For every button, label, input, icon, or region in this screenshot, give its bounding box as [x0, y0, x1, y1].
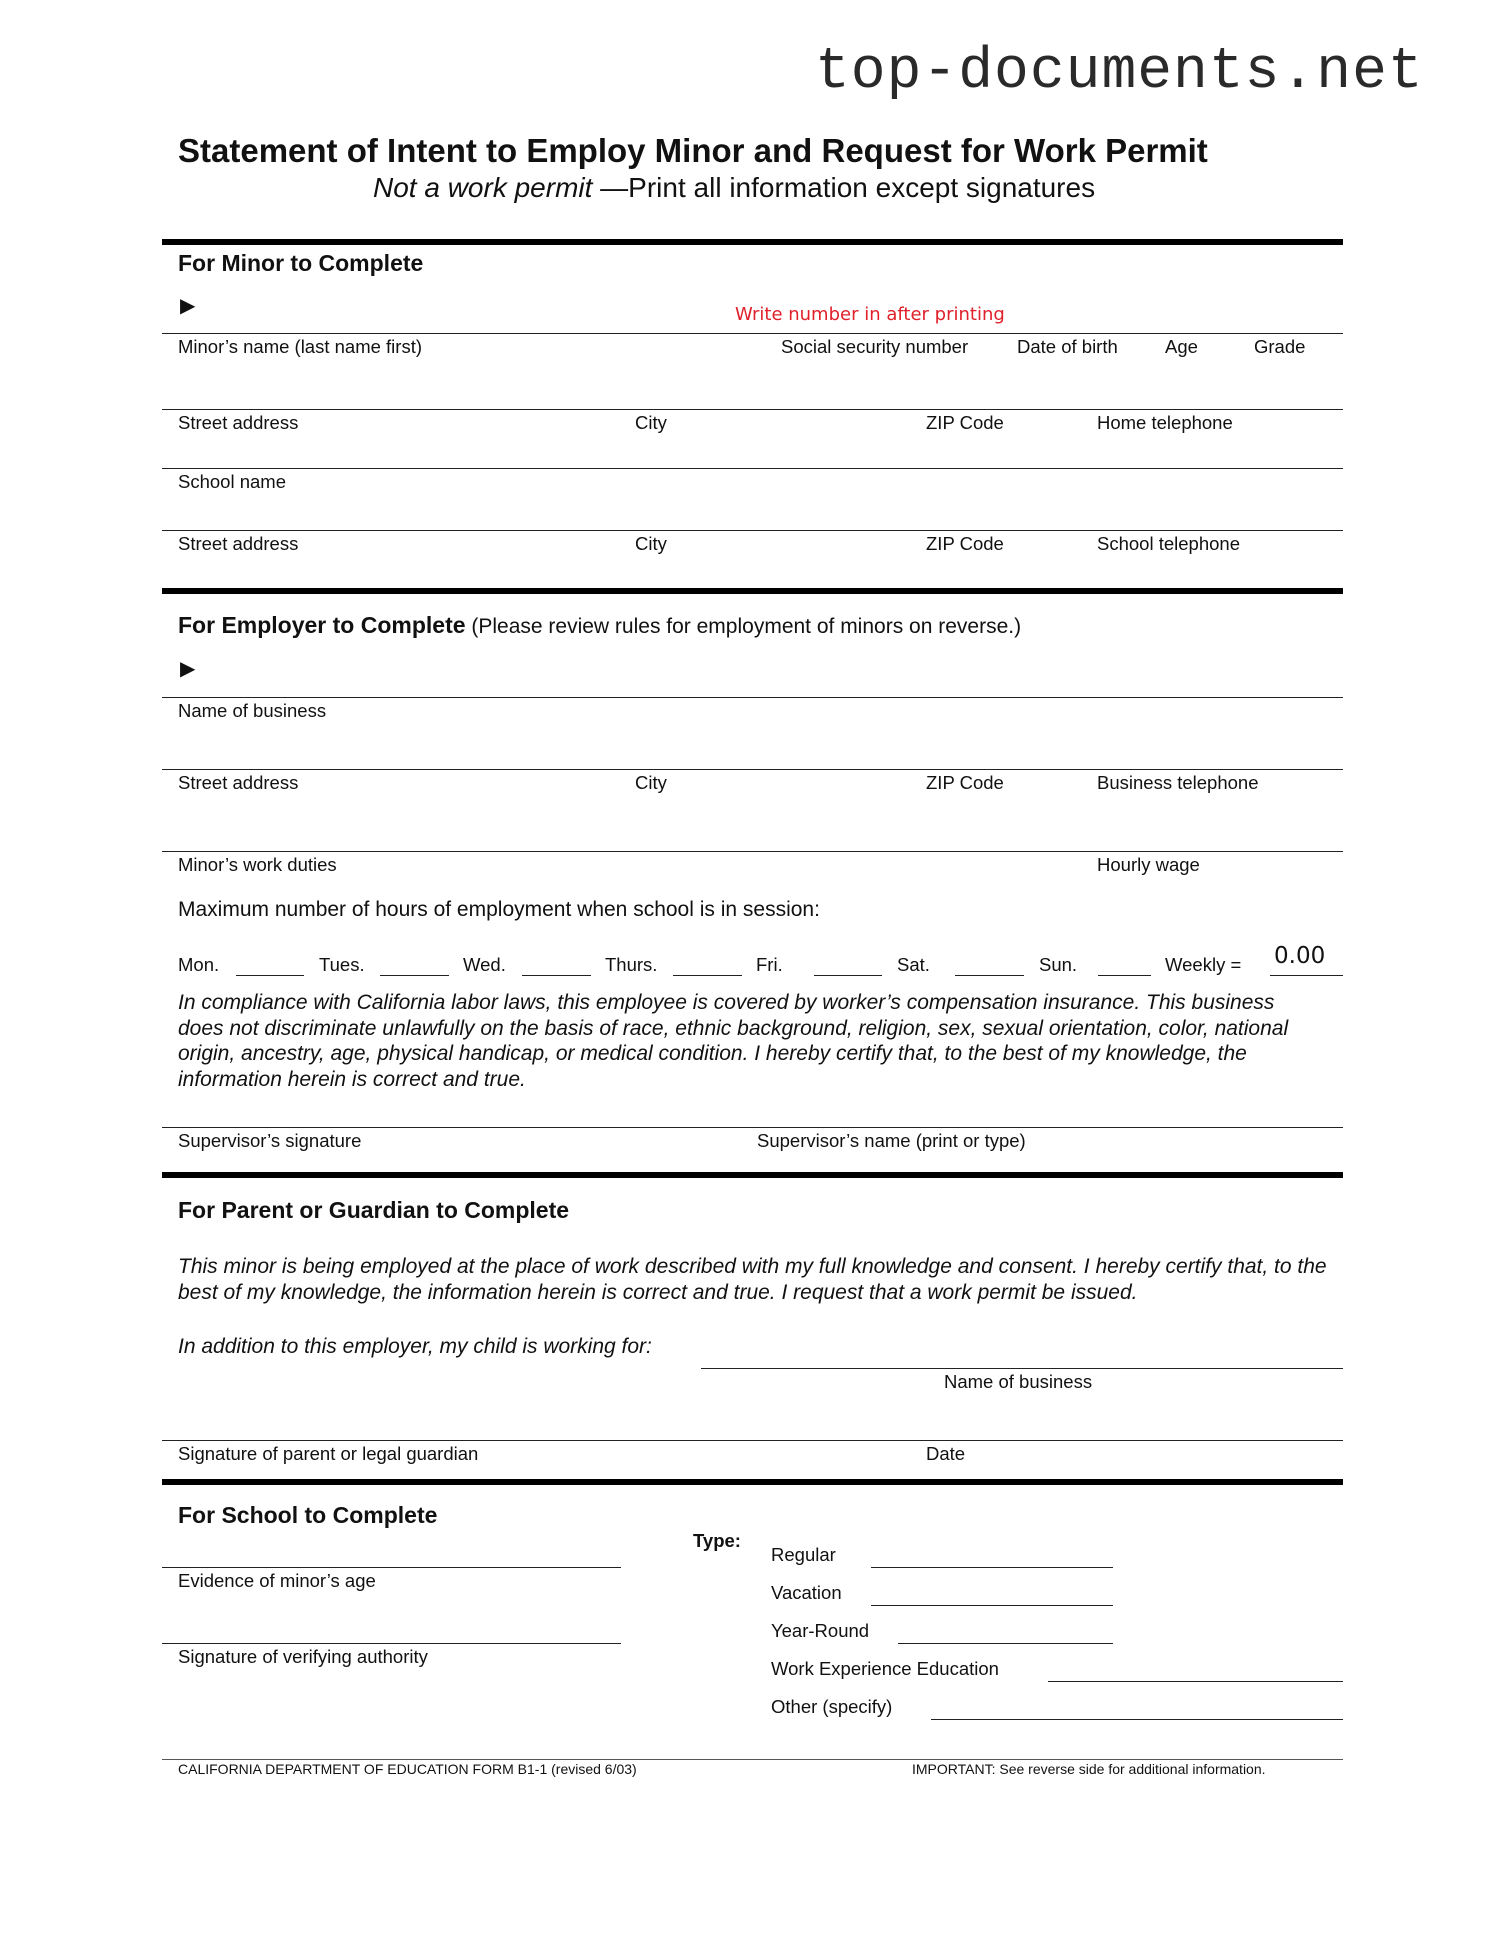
business-address-line[interactable]: [162, 769, 1343, 770]
footer-rule: [162, 1759, 1343, 1760]
mon-label: Mon.: [178, 954, 220, 975]
supervisor-signature-label: Supervisor’s signature: [178, 1130, 362, 1151]
additional-employer-text: In addition to this employer, my child is working for:: [178, 1335, 652, 1358]
ssn-note: Write number in after printing: [735, 304, 1005, 325]
school-name-label: School name: [178, 471, 286, 492]
type-year-round-label: Year-Round: [771, 1620, 870, 1641]
business-street-label: Street address: [178, 772, 299, 793]
form-subtitle: [373, 172, 1095, 204]
subtitle-italic: Not a work permit: [373, 172, 593, 203]
type-other-label: Other (specify): [771, 1696, 893, 1717]
school-street-label: Street address: [178, 533, 299, 554]
dob-label: Date of birth: [1017, 336, 1118, 357]
type-other-field[interactable]: [931, 1719, 1343, 1720]
wed-label: Wed.: [463, 954, 506, 975]
sun-hours-field[interactable]: [1098, 975, 1151, 976]
school-section-heading: For School to Complete: [178, 1502, 438, 1528]
additional-business-line[interactable]: [701, 1368, 1343, 1369]
supervisor-name-label: Supervisor’s name (print or type): [757, 1130, 1026, 1151]
minor-street-label: Street address: [178, 412, 299, 433]
type-regular-field[interactable]: [871, 1567, 1113, 1568]
type-regular-label: Regular: [771, 1544, 836, 1565]
ssn-label: Social security number: [781, 336, 969, 357]
subtitle-rest: —Print all information except signatures: [592, 172, 1096, 203]
work-duties-line[interactable]: [162, 851, 1343, 852]
weekly-total-field: [1270, 975, 1343, 976]
parent-consent-statement: This minor is being employed at the place of work described with my full knowledge and consent. I hereby certify that, to the best of my knowledge, the information herein is correct and true. I request that a work permit be issued.: [178, 1255, 1327, 1304]
sat-hours-field[interactable]: [955, 975, 1024, 976]
mon-hours-field[interactable]: [236, 975, 304, 976]
minor-city-label: City: [635, 412, 667, 433]
section-divider: [162, 588, 1343, 594]
hourly-wage-label: Hourly wage: [1097, 854, 1200, 875]
employer-section-heading: [178, 612, 1021, 639]
grade-label: Grade: [1254, 336, 1306, 357]
arrow-icon: ▶: [180, 295, 196, 317]
type-wee-label: Work Experience Education: [771, 1658, 999, 1679]
school-name-line[interactable]: [162, 468, 1343, 469]
business-name-label: Name of business: [178, 700, 327, 721]
minor-zip-label: ZIP Code: [926, 412, 1004, 433]
minor-section-heading: For Minor to Complete: [178, 250, 424, 276]
type-wee-field[interactable]: [1048, 1681, 1343, 1682]
business-zip-label: ZIP Code: [926, 772, 1004, 793]
type-label: Type:: [693, 1530, 741, 1551]
type-year-round-field[interactable]: [898, 1643, 1113, 1644]
footer-important-note: IMPORTANT: See reverse side for additional information.: [912, 1761, 1266, 1777]
parent-date-label: Date: [926, 1443, 966, 1464]
section-divider: [162, 239, 1343, 245]
footer-form-id: CALIFORNIA DEPARTMENT OF EDUCATION FORM B1-1 (revised 6/03): [178, 1761, 637, 1777]
minor-name-line[interactable]: [162, 333, 1343, 334]
type-vacation-label: Vacation: [771, 1582, 842, 1603]
fri-hours-field[interactable]: [814, 975, 882, 976]
parent-signature-line[interactable]: [162, 1440, 1343, 1441]
age-evidence-line[interactable]: [162, 1567, 621, 1568]
thu-hours-field[interactable]: [673, 975, 742, 976]
business-name-line[interactable]: [162, 697, 1343, 698]
type-vacation-field[interactable]: [871, 1605, 1113, 1606]
employer-heading-note: (Please review rules for employment of minors on reverse.): [465, 615, 1022, 638]
watermark-text: top-documents.net: [815, 40, 1424, 105]
compliance-statement: In compliance with California labor laws, this employee is covered by worker’s compensation insurance. This business does not discriminate unlawfully on the basis of race, ethnic background, religion, sex, sexual orientation, color, national origin, ancestry, age, physical handicap, or medical condition. I hereby certify that, to the best of my knowledge, the information herein is correct and true.: [178, 991, 1289, 1091]
minor-name-label: Minor’s name (last name first): [178, 336, 422, 357]
school-address-line[interactable]: [162, 530, 1343, 531]
age-label: Age: [1165, 336, 1198, 357]
home-telephone-label: Home telephone: [1097, 412, 1233, 433]
additional-business-label: Name of business: [944, 1371, 1093, 1392]
sat-label: Sat.: [897, 954, 930, 975]
minor-address-line[interactable]: [162, 409, 1343, 410]
employer-heading-text: For Employer to Complete: [178, 612, 466, 638]
school-city-label: City: [635, 533, 667, 554]
arrow-icon: ▶: [180, 658, 196, 680]
parent-section-heading: For Parent or Guardian to Complete: [178, 1197, 570, 1223]
thu-label: Thurs.: [605, 954, 658, 975]
wed-hours-field[interactable]: [522, 975, 591, 976]
form-title: Statement of Intent to Employ Minor and Request for Work Permit: [178, 132, 1208, 169]
weekly-total-value[interactable]: 0.00: [1274, 943, 1326, 969]
business-city-label: City: [635, 772, 667, 793]
tue-hours-field[interactable]: [380, 975, 449, 976]
verifying-authority-line[interactable]: [162, 1643, 621, 1644]
school-zip-label: ZIP Code: [926, 533, 1004, 554]
school-telephone-label: School telephone: [1097, 533, 1240, 554]
sun-label: Sun.: [1039, 954, 1078, 975]
section-divider: [162, 1172, 1343, 1178]
parent-signature-label: Signature of parent or legal guardian: [178, 1443, 479, 1464]
weekly-label: Weekly =: [1165, 954, 1242, 975]
work-duties-label: Minor’s work duties: [178, 854, 337, 875]
section-divider: [162, 1479, 1343, 1485]
tue-label: Tues.: [319, 954, 365, 975]
fri-label: Fri.: [756, 954, 783, 975]
verifying-authority-label: Signature of verifying authority: [178, 1646, 428, 1667]
age-evidence-label: Evidence of minor’s age: [178, 1570, 376, 1591]
hours-label: Maximum number of hours of employment when school is in session:: [178, 898, 820, 921]
business-telephone-label: Business telephone: [1097, 772, 1259, 793]
supervisor-line[interactable]: [162, 1127, 1343, 1128]
